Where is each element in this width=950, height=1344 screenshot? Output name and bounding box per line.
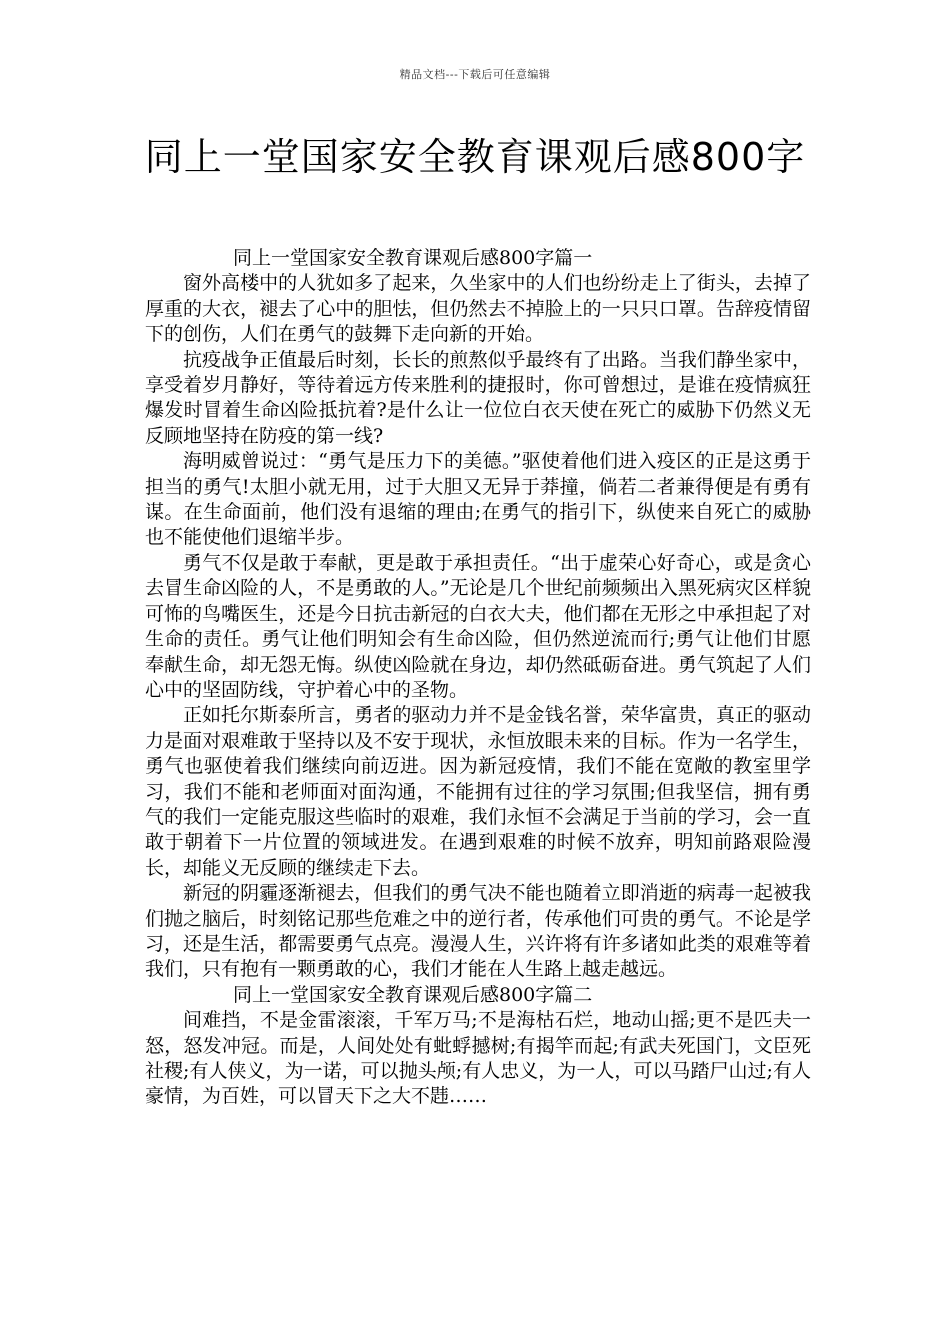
paragraph: 窗外高楼中的人犹如多了起来，久坐家中的人们也纷纷走上了街头，去掉了厚重的大衣，褪去了心中的胆怯，但仍然去不掉脸上的一只只口罩。告辞疫情留下的创伤，人们在勇气的鼓舞下走向新的开始。 <box>145 272 811 346</box>
section-heading-2: 同上一堂国家安全教育课观后感800字篇二 <box>233 983 593 1006</box>
document-title: 同上一堂国家安全教育课观后感800字 <box>144 135 806 179</box>
page-header-note: 精品文档---下载后可任意编辑 <box>399 68 551 81</box>
paragraph: 新冠的阴霾逐渐褪去，但我们的勇气决不能也随着立即消逝的病毒一起被我们抛之脑后，时刻铭记那些危难之中的逆行者，传承他们可贵的勇气。不论是学习，还是生活，都需要勇气点亮。漫漫人生，兴许将有许多诸如此类的艰难等着我们，只有抱有一颗勇敢的心，我们才能在人生路上越走越远。 <box>145 882 811 981</box>
paragraph: 间难挡，不是金雷滚滚，千军万马;不是海枯石烂，地动山摇;更不是匹夫一怒，怒发冲冠。而是，人间处处有蚍蜉撼树;有揭竿而起;有武夫死国门，文臣死社稷;有人侠义，为一诺，可以抛头颅;有人忠义，为一人，可以马踏尸山过;有人豪情，为百姓，可以冒天下之大不韪…… <box>145 1009 811 1108</box>
section-heading-1: 同上一堂国家安全教育课观后感800字篇一 <box>233 247 593 269</box>
paragraph: 抗疫战争正值最后时刻，长长的煎熬似乎最终有了出路。当我们静坐家中，享受着岁月静好，等待着远方传来胜利的捷报时，你可曾想过，是谁在疫情疯狂爆发时冒着生命凶险抵抗着?是什么让一位位白衣天使在死亡的威胁下仍然义无反顾地坚持在防疫的第一线? <box>145 348 811 447</box>
paragraph: 海明威曾说过：“勇气是压力下的美德。”驱使着他们进入疫区的正是这勇于担当的勇气!太胆小就无用，过于大胆又无异于莽撞，倘若二者兼得便是有勇有谋。在生命面前，他们没有退缩的理由;在勇气的指引下，纵使来自死亡的威胁也不能使他们退缩半步。 <box>145 450 811 549</box>
paragraph: 正如托尔斯泰所言，勇者的驱动力并不是金钱名誉，荣华富贵，真正的驱动力是面对艰难敢于坚持以及不安于现状，永恒放眼未来的目标。作为一名学生，勇气也驱使着我们继续向前迈进。因为新冠疫情，我们不能在宽敞的教室里学习，我们不能和老师面对面沟通，不能拥有过往的学习氛围;但我坚信，拥有勇气的我们一定能克服这些临时的艰难，我们永恒不会满足于当前的学习，会一直敢于朝着下一片位置的领域进发。在遇到艰难的时候不放弃，明知前路艰险漫长，却能义无反顾的继续走下去。 <box>145 704 811 879</box>
document-body <box>145 246 811 1110</box>
paragraph: 勇气不仅是敢于奉献，更是敢于承担责任。“出于虚荣心好奇心，或是贪心去冒生命凶险的人，不是勇敢的人。”无论是几个世纪前频频出入黑死病灾区样貌可怖的鸟嘴医生，还是今日抗击新冠的白衣大夫，他们都在无形之中承担起了对生命的责任。勇气让他们明知会有生命凶险，但仍然逆流而行;勇气让他们甘愿奉献生命，却无怨无悔。纵使凶险就在身边，却仍然砥砺奋进。勇气筑起了人们心中的坚固防线，守护着心中的圣物。 <box>145 551 811 701</box>
